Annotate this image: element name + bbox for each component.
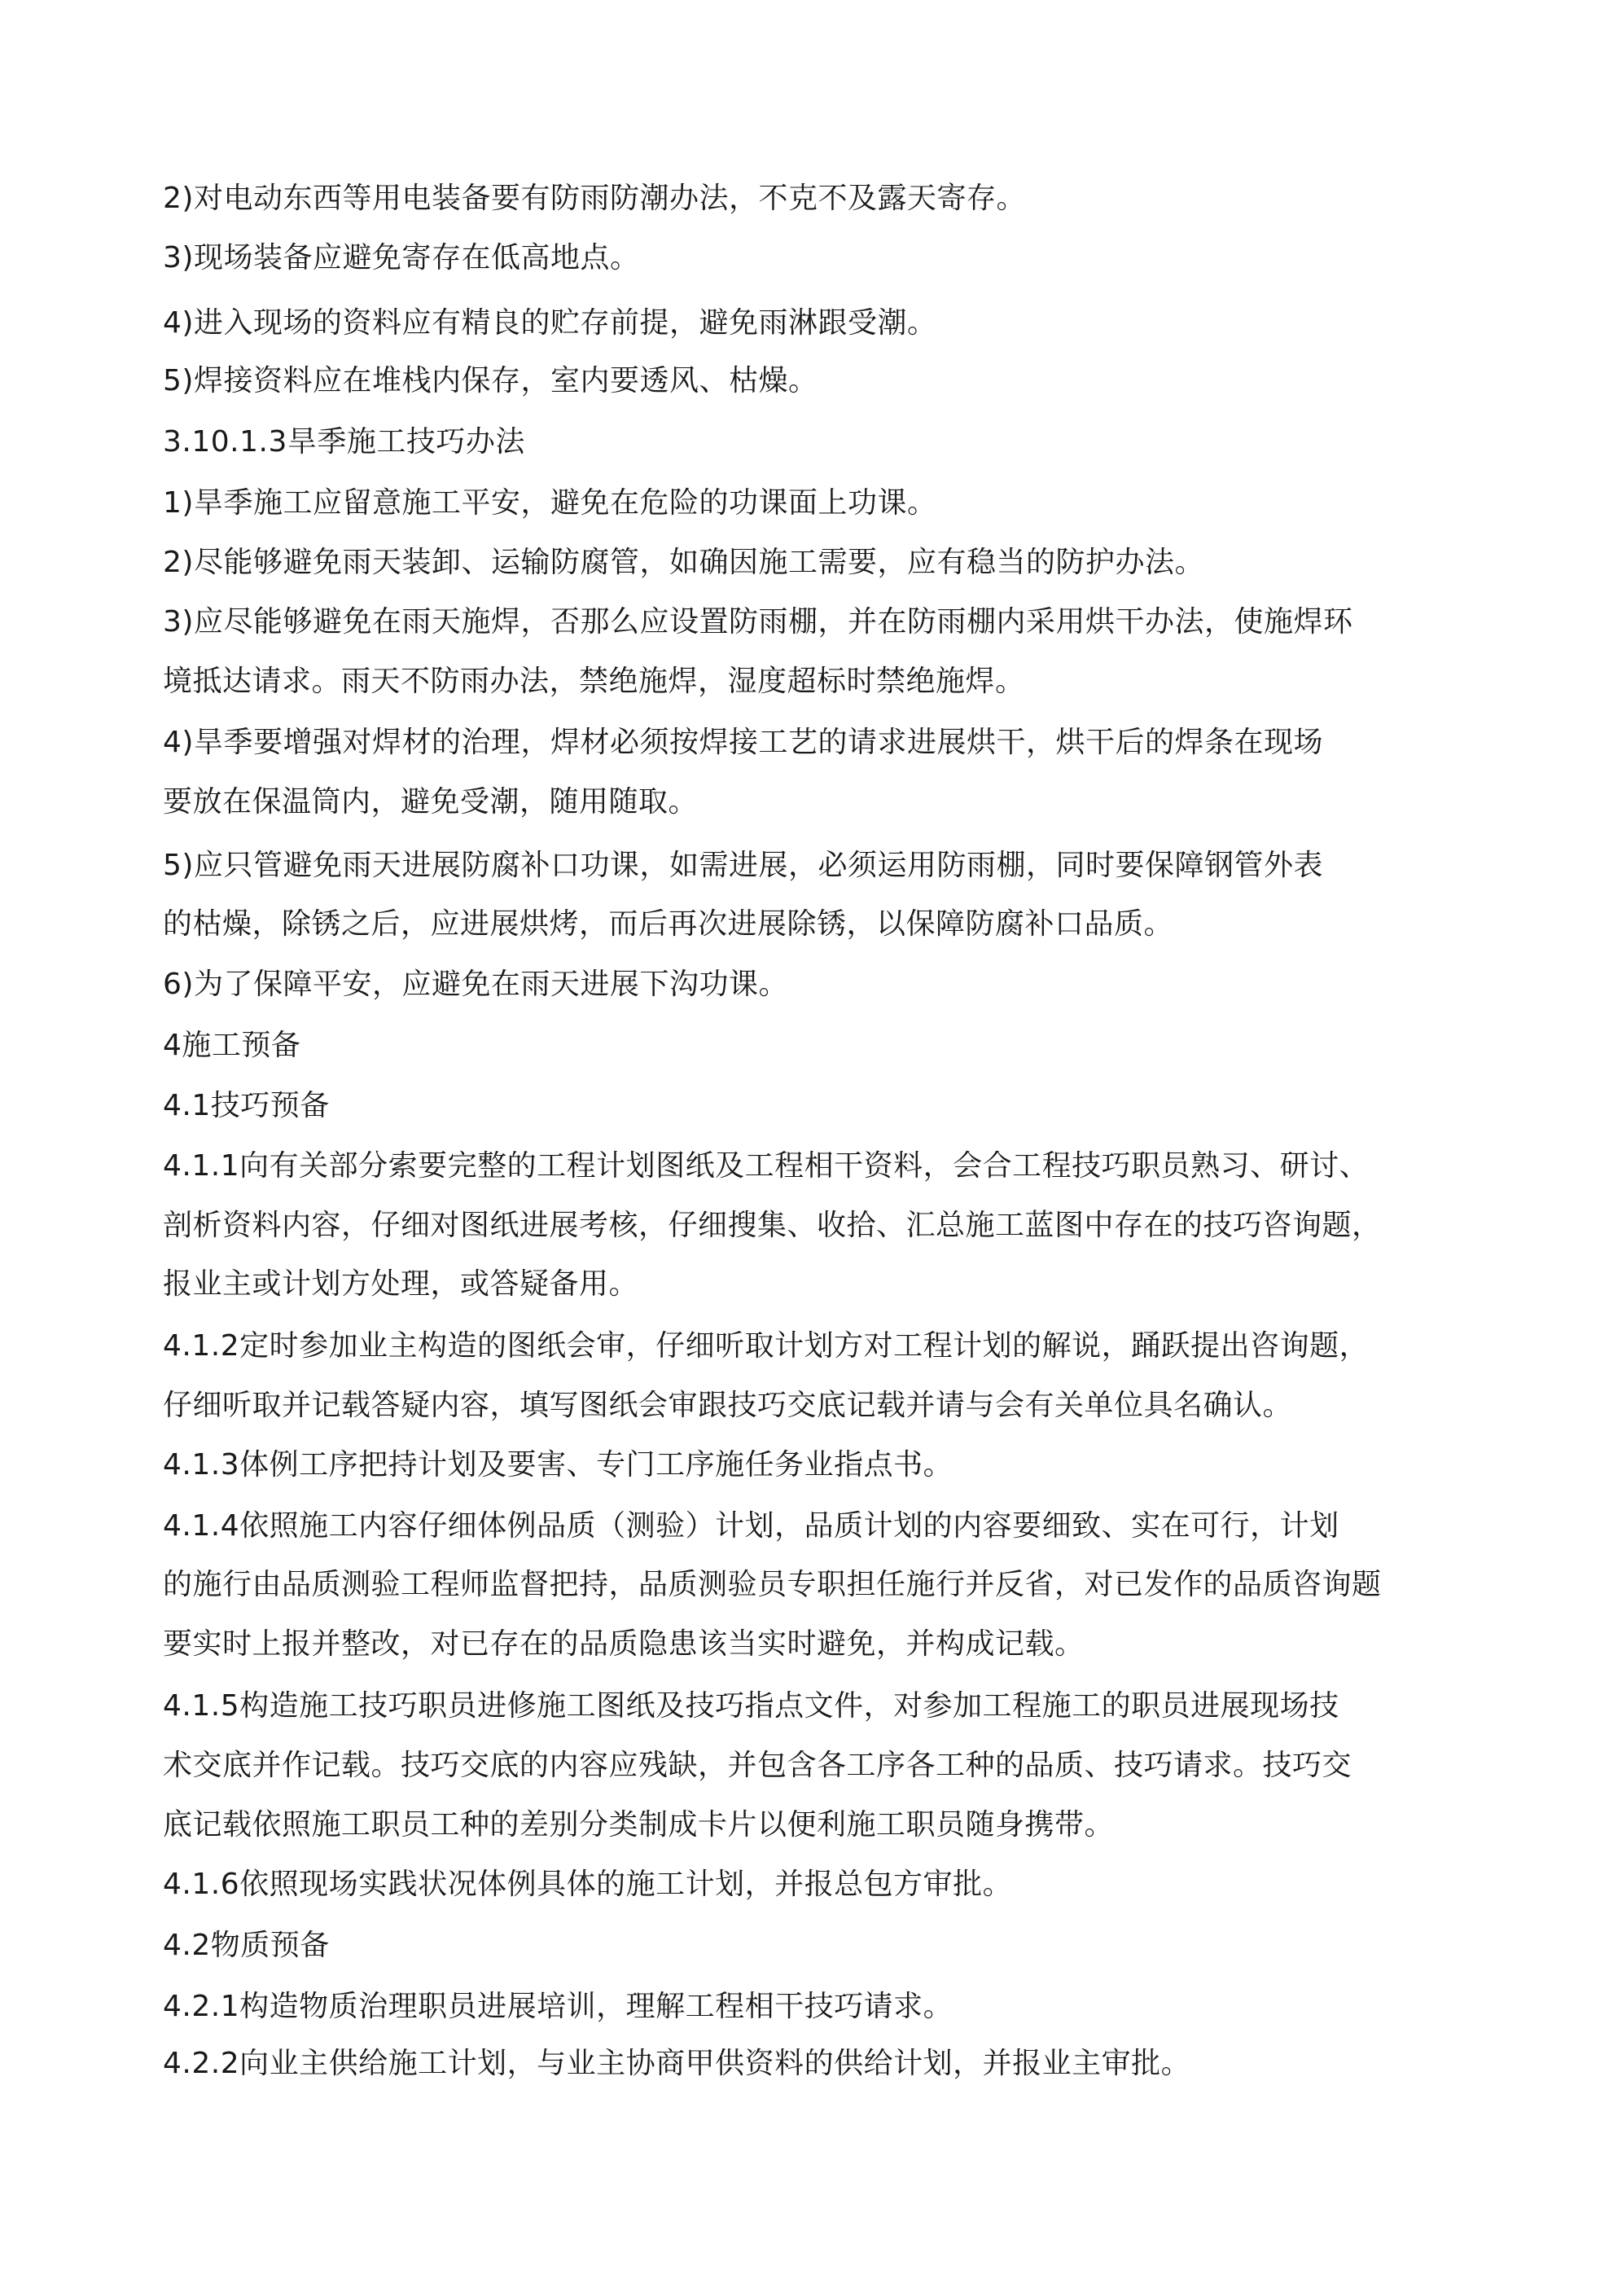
text-line: 2)尽能够避免雨天装卸、运输防腐管，如确因施工需要，应有稳当的防护办法。 bbox=[163, 546, 1204, 579]
text-line: 3)现场装备应避免寄存在低高地点。 bbox=[163, 241, 640, 274]
text-line: 4.1.5构造施工技巧职员进修施工图纸及技巧指点文件，对参加工程施工的职员进展现场技 bbox=[163, 1689, 1339, 1723]
text-line: 5)应只管避免雨天进展防腐补口功课，如需进展，必须运用防雨棚，同时要保障钢管外表 bbox=[163, 849, 1323, 882]
text-line: 4.1.4依照施工内容仔细体例品质（测验）计划，品质计划的内容要细致、实在可行，计划 bbox=[163, 1509, 1339, 1543]
text-line: 要放在保温筒内，避免受潮，随用随取。 bbox=[163, 785, 699, 819]
text-line: 仔细听取并记载答疑内容，填写图纸会审跟技巧交底记载并请与会有关单位具名确认。 bbox=[163, 1389, 1293, 1422]
text-line: 底记载依照施工职员工种的差别分类制成卡片以便利施工职员随身携带。 bbox=[163, 1808, 1115, 1842]
text-line: 境抵达请求。雨天不防雨办法，禁绝施焊，湿度超标时禁绝施焊。 bbox=[163, 665, 1025, 698]
text-line: 1)旱季施工应留意施工平安，避免在危险的功课面上功课。 bbox=[163, 486, 937, 520]
section-heading: 3.10.1.3旱季施工技巧办法 bbox=[163, 425, 525, 459]
section-heading: 4施工预备 bbox=[163, 1029, 301, 1062]
text-line: 4)进入现场的资料应有精良的贮存前提，避免雨淋跟受潮。 bbox=[163, 306, 937, 340]
text-line: 4)旱季要增强对焊材的治理，焊材必须按焊接工艺的请求进展烘干，烘干后的焊条在现场 bbox=[163, 726, 1323, 759]
section-heading: 4.2物质预备 bbox=[163, 1929, 330, 1962]
text-line: 4.1.6依照现场实践状况体例具体的施工计划，并报总包方审批。 bbox=[163, 1868, 1013, 1901]
text-line: 要实时上报并整改，对已存在的品质隐患该当实时避免，并构成记载。 bbox=[163, 1627, 1085, 1661]
text-line: 的施行由品质测验工程师监督把持，品质测验员专职担任施行并反省，对已发作的品质咨询题 bbox=[163, 1568, 1382, 1601]
text-line: 4.2.1构造物质治理职员进展培训，理解工程相干技巧请求。 bbox=[163, 1990, 953, 2023]
text-line: 2)对电动东西等用电装备要有防雨防潮办法，不克不及露天寄存。 bbox=[163, 182, 1026, 215]
text-line: 6)为了保障平安，应避免在雨天进展下沟功课。 bbox=[163, 968, 788, 1001]
text-line: 4.1.3体例工序把持计划及要害、专门工序施任务业指点书。 bbox=[163, 1448, 953, 1482]
text-line: 5)焊接资料应在堆栈内保存，室内要透风、枯燥。 bbox=[163, 364, 818, 397]
text-line: 4.2.2向业主供给施工计划，与业主协商甲供资料的供给计划，并报业主审批。 bbox=[163, 2047, 1191, 2080]
text-line: 术交底并作记载。技巧交底的内容应残缺，并包含各工序各工种的品质、技巧请求。技巧交 bbox=[163, 1749, 1352, 1782]
text-line: 3)应尽能够避免在雨天施焊，否那么应设置防雨棚，并在防雨棚内采用烘干办法，使施焊环 bbox=[163, 605, 1353, 639]
text-line: 4.1.1向有关部分索要完整的工程计划图纸及工程相干资料，会合工程技巧职员熟习、研讨、 bbox=[163, 1149, 1370, 1183]
text-line: 4.1.2定时参加业主构造的图纸会审，仔细听取计划方对工程计划的解说，踊跃提出咨询题， bbox=[163, 1329, 1370, 1363]
text-line: 剖析资料内容，仔细对图纸进展考核，仔细搜集、收拾、汇总施工蓝图中存在的技巧咨询题， bbox=[163, 1209, 1382, 1242]
text-line: 报业主或计划方处理，或答疑备用。 bbox=[163, 1267, 639, 1301]
section-heading: 4.1技巧预备 bbox=[163, 1089, 330, 1122]
text-line: 的枯燥，除锈之后，应进展烘烤，而后再次进展除锈，以保障防腐补口品质。 bbox=[163, 907, 1174, 941]
